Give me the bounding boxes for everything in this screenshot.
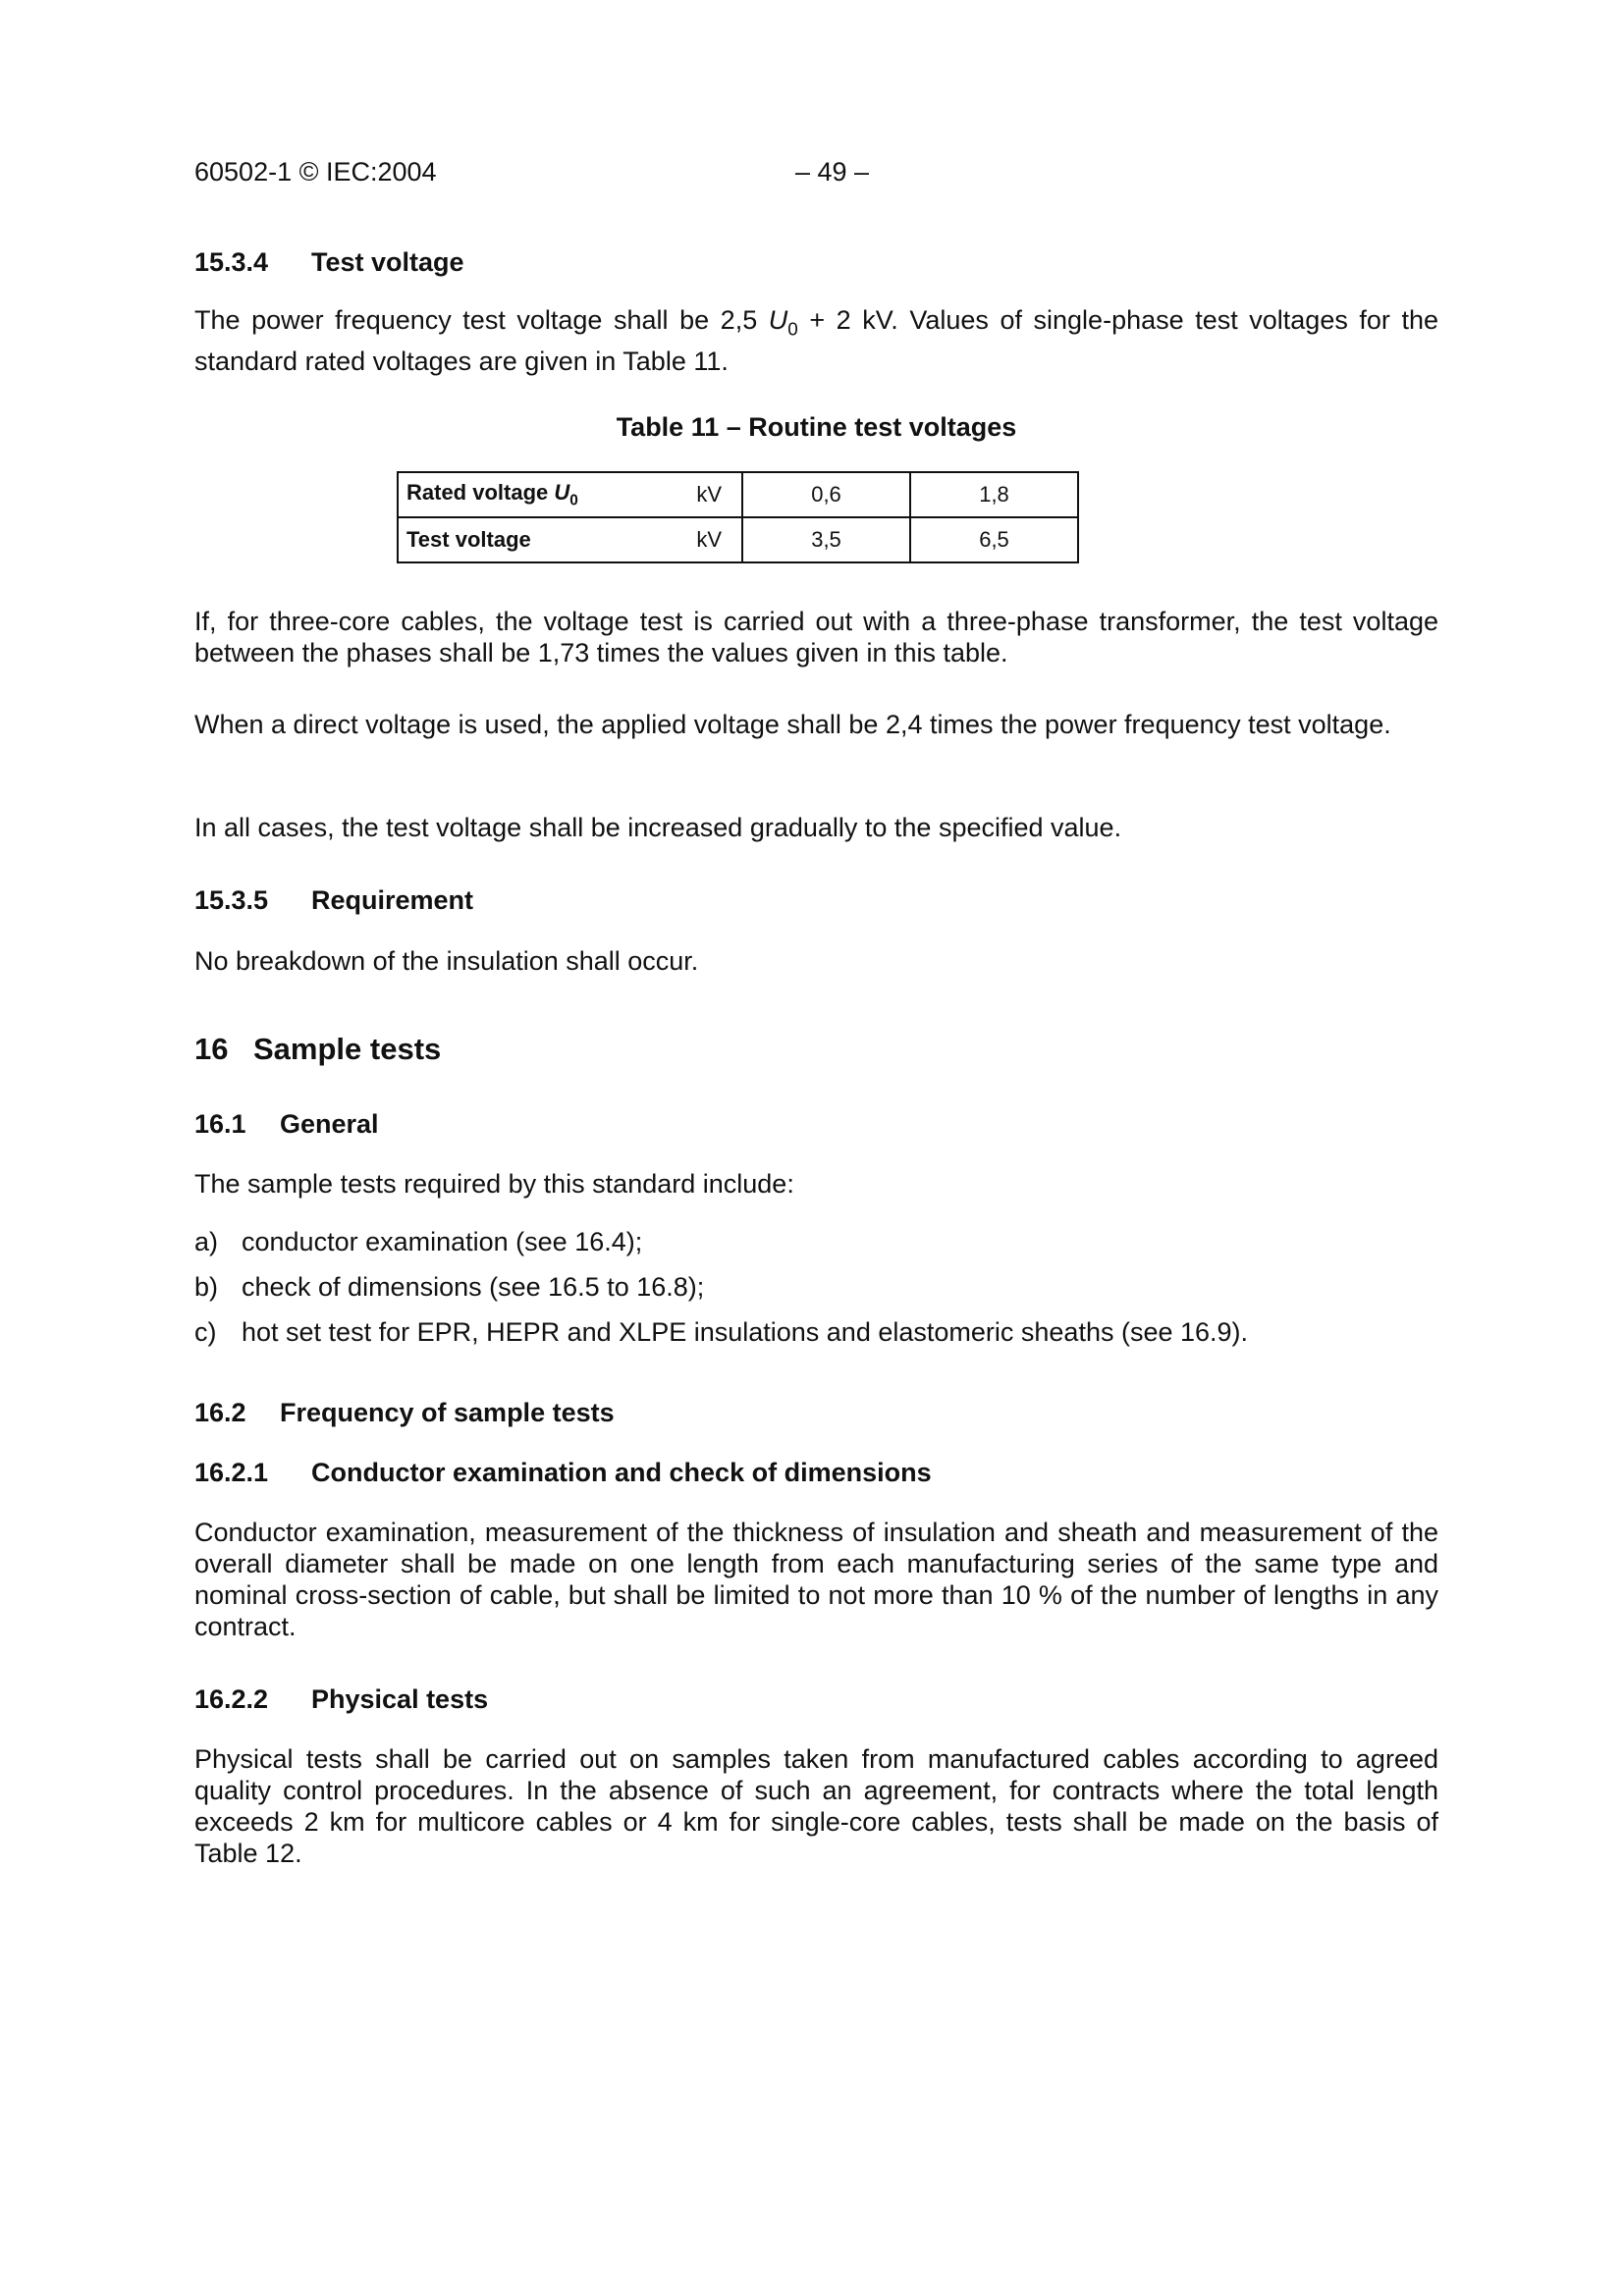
paragraph-direct-voltage: When a direct voltage is used, the applied voltage shall be 2,4 times the power frequency test voltage.: [194, 710, 1391, 739]
text: + 2 kV. Values of single-phase test voltages for the standard rated voltages are given in Table 11.: [194, 305, 1438, 377]
row-label: Test voltage: [398, 517, 675, 562]
section-heading-16: [194, 1032, 441, 1067]
section-title: General: [280, 1109, 379, 1139]
paragraph-test-voltage: [194, 304, 1438, 377]
cell-value: 1,8: [910, 472, 1078, 517]
subscript: 0: [569, 492, 578, 509]
section-title: Requirement: [311, 885, 474, 915]
list-marker: b): [194, 1272, 219, 1302]
list-marker: c): [194, 1317, 217, 1347]
row-label: [398, 472, 675, 517]
cell-value: 3,5: [742, 517, 910, 562]
subscript: 0: [787, 319, 798, 341]
table-caption: Table 11 – Routine test voltages: [616, 412, 1017, 442]
section-number: 15.3.4: [194, 247, 269, 277]
section-number: 16: [194, 1032, 229, 1066]
paragraph-requirement: No breakdown of the insulation shall occur.: [194, 946, 699, 976]
row-unit: kV: [675, 517, 742, 562]
list-item: [194, 1227, 642, 1257]
paragraph-gradual-increase: In all cases, the test voltage shall be increased gradually to the specified value.: [194, 813, 1122, 842]
list-item: [194, 1317, 1248, 1348]
list-marker: a): [194, 1227, 219, 1256]
section-heading-16-2-1: [194, 1458, 932, 1488]
page-number: – 49 –: [795, 157, 870, 187]
paragraph-three-phase: If, for three-core cables, the voltage test is carried out with a three-phase transformer, the test voltage between the phases shall be 1,73 times the values given in this table.: [194, 607, 1438, 667]
list-text: check of dimensions (see 16.5 to 16.8);: [242, 1272, 705, 1302]
section-number: 16.1: [194, 1109, 246, 1139]
section-number: 16.2: [194, 1398, 246, 1427]
section-title: Physical tests: [311, 1684, 489, 1714]
section-heading-15-3-4: [194, 247, 464, 278]
section-title: Test voltage: [311, 247, 464, 277]
list-text: hot set test for EPR, HEPR and XLPE insulations and elastomeric sheaths (see 16.9).: [242, 1317, 1249, 1347]
cell-value: 0,6: [742, 472, 910, 517]
section-heading-15-3-5: [194, 885, 473, 916]
list-item: [194, 1272, 704, 1303]
section-heading-16-2: [194, 1398, 615, 1428]
symbol-u: U: [768, 305, 788, 335]
table-row: [398, 517, 1078, 562]
table-row: [398, 472, 1078, 517]
list-text: conductor examination (see 16.4);: [242, 1227, 643, 1256]
section-title: Conductor examination and check of dimensions: [311, 1458, 932, 1487]
paragraph-conductor-examination: Conductor examination, measurement of the thickness of insulation and sheath and measurement of the overall diameter shall be made on one length from each manufacturing series of the same type and nominal cross-section of cable, but shall be limited to not more than 10 % of the number of lengths in any contract.: [194, 1518, 1438, 1641]
paragraph-physical-tests: Physical tests shall be carried out on samples taken from manufactured cables according to agreed quality control procedures. In the absence of such an agreement, for contracts where the total length exceeds 2 km for multicore cables or 4 km for single-core cables, tests shall be made on the basis of Table 12.: [194, 1744, 1438, 1868]
symbol-u: U: [554, 479, 570, 505]
section-title: Sample tests: [253, 1032, 442, 1066]
label-text: Rated voltage: [406, 479, 555, 505]
section-number: 16.2.2: [194, 1684, 269, 1714]
section-heading-16-1: [194, 1109, 379, 1140]
document-id: 60502-1 © IEC:2004: [194, 157, 437, 187]
routine-test-voltages-table: [397, 471, 1079, 563]
section-title: Frequency of sample tests: [280, 1398, 615, 1427]
section-number: 16.2.1: [194, 1458, 269, 1487]
cell-value: 6,5: [910, 517, 1078, 562]
section-number: 15.3.5: [194, 885, 269, 915]
section-heading-16-2-2: [194, 1684, 488, 1715]
text: The power frequency test voltage shall be 2,5: [194, 305, 769, 335]
paragraph-sample-intro: The sample tests required by this standard include:: [194, 1169, 794, 1199]
row-unit: kV: [675, 472, 742, 517]
